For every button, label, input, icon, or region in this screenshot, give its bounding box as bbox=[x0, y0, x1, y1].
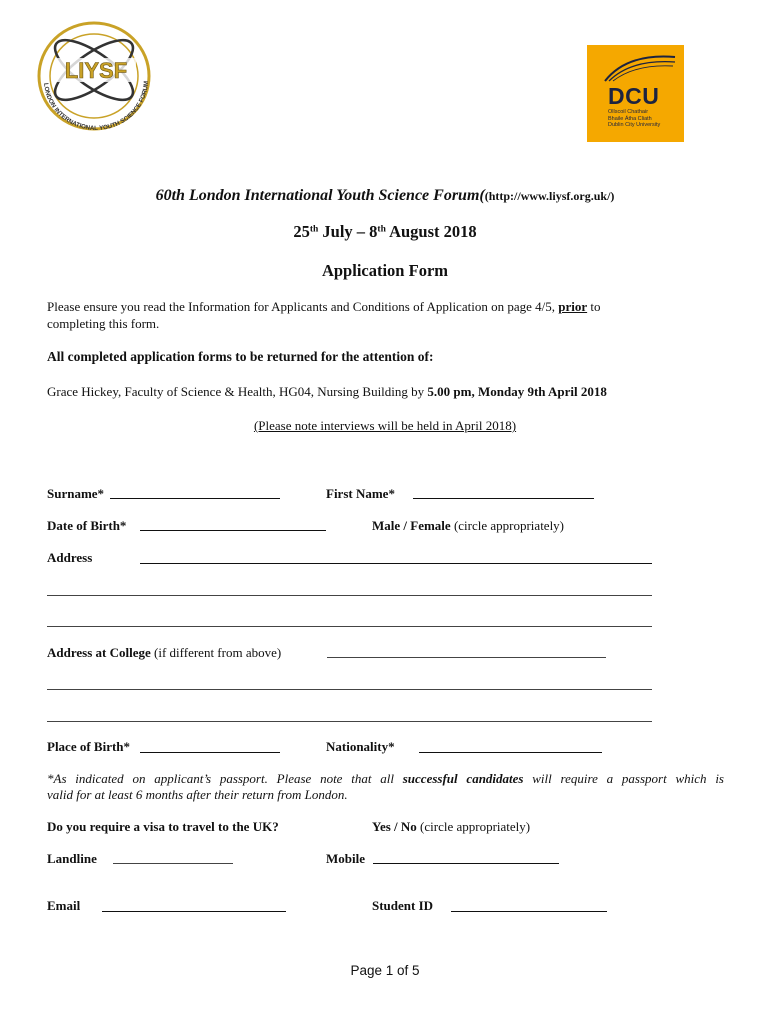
email-field[interactable] bbox=[102, 911, 286, 912]
student-id-field[interactable] bbox=[451, 911, 607, 912]
liysf-ring-text: LONDON INTERNATIONAL YOUTH SCIENCE FORUM bbox=[42, 80, 151, 133]
title-text: 60th London International Youth Science Forum( bbox=[155, 187, 485, 204]
visa-options[interactable]: Yes / No bbox=[372, 819, 417, 834]
prior-emphasis: prior bbox=[558, 299, 588, 314]
liysf-logo-text: LIYSF bbox=[64, 58, 128, 83]
student-id-label: Student ID bbox=[372, 898, 434, 913]
mobile-field[interactable] bbox=[373, 863, 559, 864]
college-address-label: Address at College (if different from above) bbox=[47, 645, 282, 660]
college-address-field-3[interactable] bbox=[47, 721, 652, 722]
surname-label: Surname* bbox=[47, 486, 105, 501]
intro-line-2: completing this form. bbox=[47, 316, 160, 331]
address-field-1[interactable] bbox=[140, 563, 652, 564]
dob-field[interactable] bbox=[140, 530, 326, 531]
form-title: Application Form bbox=[321, 261, 449, 280]
dcu-logo-text: DCU bbox=[608, 83, 660, 109]
passport-note-line-2: valid for at least 6 months after their return from London. bbox=[47, 787, 348, 802]
address-label: Address bbox=[47, 550, 93, 565]
visa-answer: Yes / No (circle appropriately) bbox=[372, 819, 531, 834]
gender-options[interactable]: Male / Female bbox=[372, 518, 451, 533]
visa-question: Do you require a visa to travel to the UK? bbox=[47, 819, 279, 834]
dob-label: Date of Birth* bbox=[47, 518, 127, 533]
address-field-3[interactable] bbox=[47, 626, 652, 627]
first-name-label: First Name* bbox=[326, 486, 395, 501]
contact-line: Grace Hickey, Faculty of Science & Health, HG04, Nursing Building by 5.00 pm, Monday 9th April 2018 bbox=[47, 384, 607, 399]
first-name-field[interactable] bbox=[413, 498, 594, 499]
landline-label: Landline bbox=[47, 851, 97, 866]
interview-note: (Please note interviews will be held in April 2018) bbox=[253, 418, 517, 433]
title-url[interactable]: (http://www.liysf.org.uk/) bbox=[484, 189, 615, 203]
dcu-logo bbox=[587, 45, 684, 142]
nationality-field[interactable] bbox=[419, 752, 602, 753]
passport-note-line-1: *As indicated on applicant’s passport. Please note that all successful candidates will require a passport which is bbox=[47, 771, 724, 786]
mobile-label: Mobile bbox=[326, 851, 365, 866]
gender-line: Male / Female (circle appropriately) bbox=[372, 518, 565, 533]
liysf-logo bbox=[30, 18, 160, 136]
address-field-2[interactable] bbox=[47, 595, 652, 596]
landline-field[interactable] bbox=[113, 863, 233, 864]
dcu-logo-subtext: Ollscoil Chathair Bhaile Átha Cliath Dublin City University bbox=[608, 109, 661, 128]
college-address-field-2[interactable] bbox=[47, 689, 652, 690]
return-heading: All completed application forms to be returned for the attention of: bbox=[47, 349, 434, 364]
email-label: Email bbox=[47, 898, 81, 913]
intro-line-1: Please ensure you read the Information for Applicants and Conditions of Application on page 4/5, prior to bbox=[47, 299, 601, 314]
college-address-field-1[interactable] bbox=[327, 657, 606, 658]
surname-field[interactable] bbox=[110, 498, 280, 499]
deadline: 5.00 pm, Monday 9th April 2018 bbox=[427, 384, 607, 399]
page-number: Page 1 of 5 bbox=[350, 963, 420, 978]
place-of-birth-field[interactable] bbox=[140, 752, 280, 753]
event-dates: 25th July – 8th August 2018 bbox=[293, 222, 477, 241]
nationality-label: Nationality* bbox=[326, 739, 395, 754]
page-title bbox=[0, 187, 770, 205]
place-of-birth-label: Place of Birth* bbox=[47, 739, 131, 754]
